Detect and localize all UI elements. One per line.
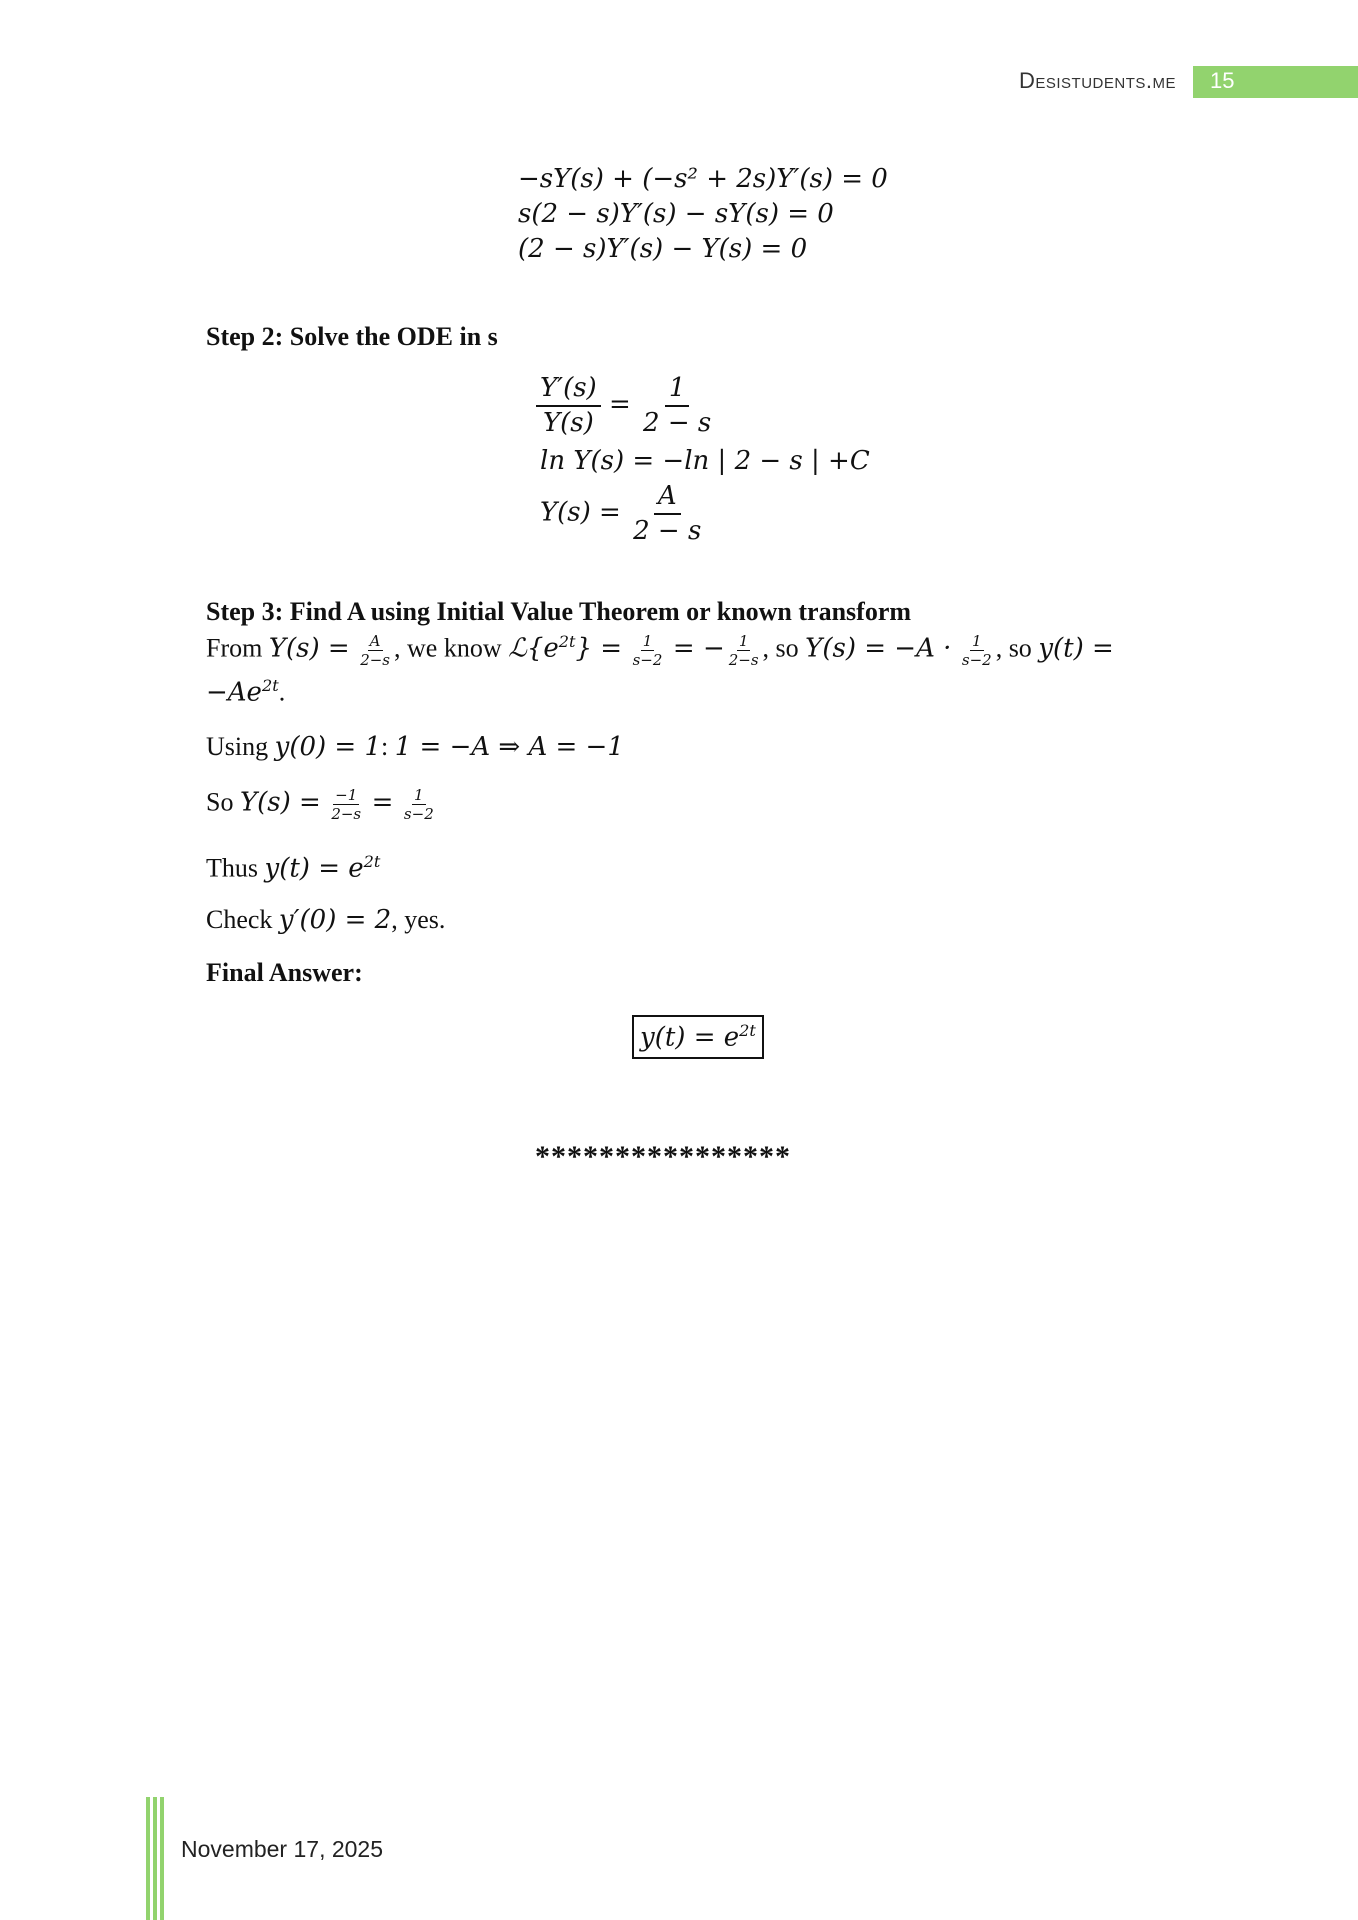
superscript: 2t [558, 632, 576, 651]
denominator: s−2 [961, 651, 992, 670]
numerator: Y′(s) [536, 372, 601, 407]
step3-heading: Step 3: Find A using Initial Value Theorem or known transform [206, 597, 912, 626]
denominator: 2−s [728, 651, 759, 670]
math: Y(s) = [268, 633, 350, 664]
footer-date: November 17, 2025 [181, 1836, 384, 1862]
step3-check [206, 905, 445, 935]
text: : [381, 732, 395, 761]
final-heading: Final Answer: [206, 958, 363, 987]
text: , we know [394, 633, 509, 663]
text: , so [995, 633, 1039, 663]
small-fraction [631, 632, 665, 669]
text: Check [206, 905, 279, 934]
step2-eq-solution [540, 480, 705, 547]
step3-line-from [206, 632, 1114, 669]
small-fraction [358, 632, 392, 669]
fraction [639, 372, 715, 439]
math: 1 = −A ⇒ A = −1 [394, 732, 624, 762]
fraction [629, 480, 705, 547]
text: Using [206, 732, 275, 761]
math: = − [672, 633, 725, 664]
text: , yes. [391, 905, 446, 934]
small-fraction [727, 632, 761, 669]
denominator: 2 − s [643, 407, 712, 438]
step2-heading: Step 2: Solve the ODE in s [206, 322, 498, 351]
numerator: A [369, 632, 381, 651]
step3-so [206, 786, 438, 823]
math: Y(s) = [239, 787, 321, 818]
small-fraction [960, 632, 994, 669]
denominator: 2−s [360, 651, 390, 670]
step2-eq-ratio [536, 372, 715, 439]
numerator: 1 [665, 372, 690, 407]
footer-bar [160, 1797, 164, 1920]
numerator: 1 [414, 786, 424, 804]
equation-line-3: (2 − s)Y′(s) − Y(s) = 0 [518, 234, 808, 264]
math: y′(0) = 2 [278, 905, 392, 935]
superscript: 2t [363, 852, 381, 871]
math: y(t) = e [640, 1022, 740, 1053]
step3-thus [206, 852, 380, 884]
fraction [536, 372, 601, 439]
step3-using [206, 732, 624, 762]
math: Y(s) = −A · [805, 633, 952, 664]
math: = [371, 787, 394, 818]
text: Thus [206, 853, 265, 883]
math: y(0) = 1 [274, 732, 381, 762]
equation-line-1: −sY(s) + (−s² + 2s)Y′(s) = 0 [518, 164, 888, 194]
denominator: 2 − s [633, 515, 702, 546]
page-number: 15 [1210, 68, 1235, 93]
text: , so [762, 633, 806, 663]
numerator: A [654, 480, 681, 515]
equals-sign: = [608, 389, 631, 420]
numerator: 1 [642, 632, 653, 651]
math: y(t) = [1038, 633, 1114, 664]
numerator: 1 [972, 632, 982, 651]
math: } = [575, 633, 623, 664]
footer-bar [146, 1797, 150, 1920]
text: So [206, 787, 240, 817]
denominator: 2−s [331, 805, 362, 823]
step3-line-continued [206, 676, 285, 708]
math: −Ae [206, 677, 262, 708]
small-fraction [329, 786, 363, 823]
lhs: Y(s) = [540, 497, 621, 528]
denominator: Y(s) [542, 407, 594, 438]
header-site-name: Desistudents.me [1018, 68, 1176, 93]
denominator: s−2 [632, 651, 663, 670]
equation-line-2: s(2 − s)Y′(s) − sY(s) = 0 [518, 199, 834, 229]
superscript: 2t [739, 1021, 756, 1040]
section-separator: **************** [535, 1140, 791, 1173]
text: . [278, 677, 286, 707]
footer-bar [153, 1797, 157, 1920]
numerator: −1 [335, 786, 358, 804]
math: y(t) = e [264, 853, 364, 884]
step2-eq-log: ln Y(s) = −ln | 2 − s | +C [540, 446, 870, 476]
small-fraction [402, 786, 436, 823]
text: From [206, 633, 269, 663]
math: ℒ{e [508, 633, 559, 664]
superscript: 2t [261, 676, 279, 695]
numerator: 1 [738, 632, 749, 651]
denominator: s−2 [403, 805, 434, 823]
final-answer-box [632, 1015, 764, 1059]
